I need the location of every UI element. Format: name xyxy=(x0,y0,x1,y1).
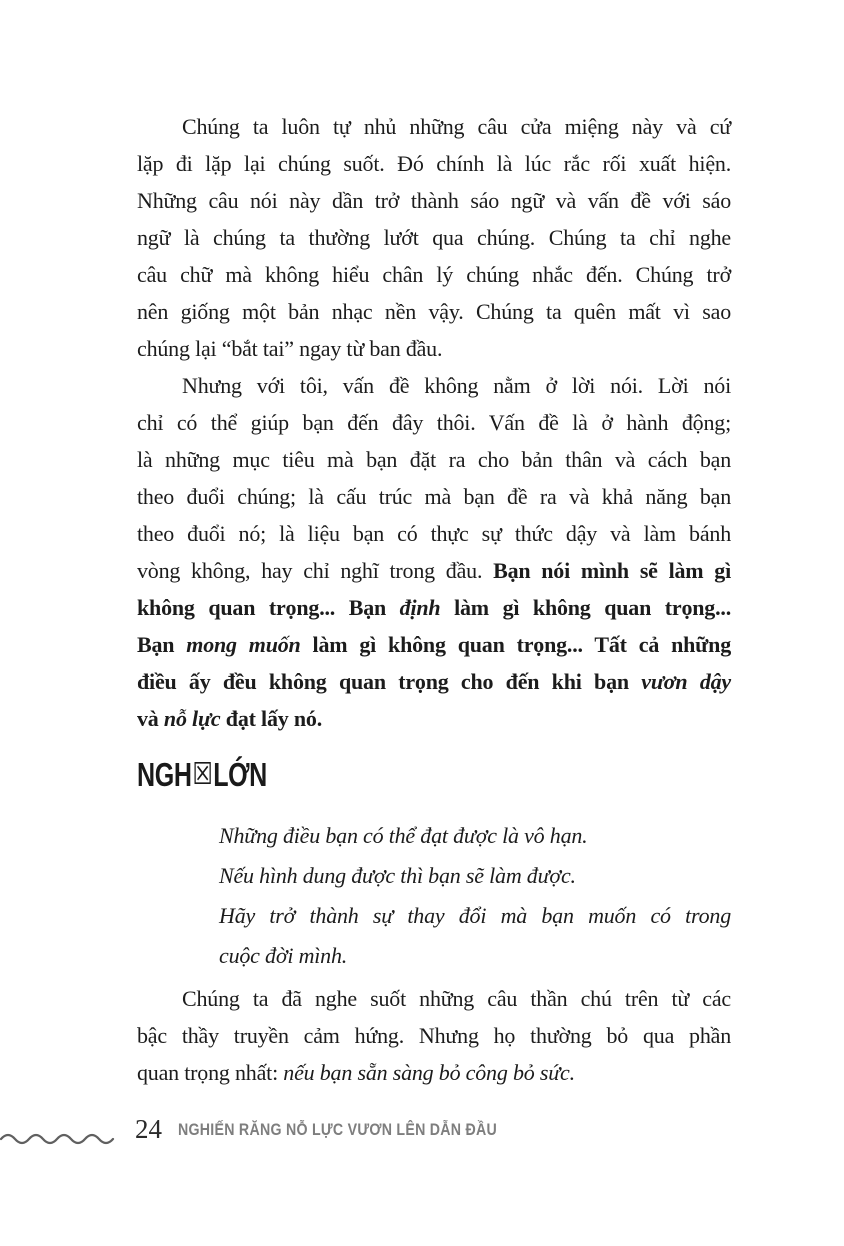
text-segment: không quan trọng... Bạn xyxy=(137,595,400,620)
paragraph xyxy=(137,980,731,1091)
text-line xyxy=(219,896,731,936)
text-segment: vươn dậy xyxy=(641,669,731,694)
text-line xyxy=(219,816,731,856)
text-content xyxy=(137,108,731,1091)
text-segment: là những mục tiêu mà bạn đặt ra cho bản thân và cách bạn xyxy=(137,447,731,472)
text-segment: theo đuổi chúng; là cấu trúc mà bạn đề ra và khả năng bạn xyxy=(137,484,731,509)
text-segment: mong muốn xyxy=(186,632,301,657)
text-line xyxy=(219,936,731,976)
text-segment: Những điều bạn có thể đạt được là vô hạn. xyxy=(219,823,588,848)
text-segment: lặp đi lặp lại chúng suốt. Đó chính là lúc rắc rối xuất hiện. xyxy=(137,151,731,176)
text-segment: chúng lại “bắt tai” ngay từ ban đầu. xyxy=(137,336,443,361)
text-segment: làm gì không quan trọng... Tất cả những xyxy=(300,632,731,657)
text-line xyxy=(137,626,731,663)
text-segment: Chúng ta đã nghe suốt những câu thần chú trên từ các xyxy=(182,986,731,1011)
text-segment: theo đuổi nó; là liệu bạn có thực sự thức dậy và làm bánh xyxy=(137,521,731,546)
text-segment: điều ấy đều không quan trọng cho đến khi bạn xyxy=(137,669,642,694)
text-line xyxy=(137,367,731,404)
paragraph xyxy=(137,108,731,367)
quote-block xyxy=(219,816,731,976)
text-line xyxy=(137,589,731,626)
text-segment: cuộc đời mình. xyxy=(219,943,348,968)
text-line xyxy=(137,256,731,293)
text-segment: chỉ có thể giúp bạn đến đây thôi. Vấn đề là ở hành động; xyxy=(137,410,731,435)
text-segment: Bạn xyxy=(137,632,187,657)
text-segment: nếu bạn sẵn sàng bỏ công bỏ sức. xyxy=(283,1060,575,1085)
text-line xyxy=(137,404,731,441)
text-segment: đạt lấy nó. xyxy=(220,706,323,731)
text-line xyxy=(137,145,731,182)
text-line xyxy=(137,663,731,700)
text-line xyxy=(137,108,731,145)
section-heading xyxy=(137,757,731,793)
text-segment: vòng không, hay chỉ nghĩ trong đầu. xyxy=(137,558,494,583)
text-line xyxy=(137,700,731,737)
text-line xyxy=(137,330,731,367)
text-line xyxy=(137,478,731,515)
running-footer-title: NGHIẾN RĂNG NỖ LỰC VƯƠN LÊN DẪN ĐẦU xyxy=(178,1121,498,1139)
text-line xyxy=(219,856,731,896)
text-segment: ngữ là chúng ta thường lướt qua chúng. Chúng ta chỉ nghe xyxy=(137,225,731,250)
text-segment: Nếu hình dung được thì bạn sẽ làm được. xyxy=(219,863,576,888)
text-segment: Hãy trở thành sự thay đổi mà bạn muốn có trong xyxy=(219,903,731,928)
page-footer xyxy=(0,1112,844,1156)
text-line xyxy=(137,552,731,589)
text-segment: quan trọng nhất: xyxy=(137,1060,284,1085)
wavy-line-decoration xyxy=(0,1128,120,1146)
text-segment: Bạn nói mình sẽ làm gì xyxy=(493,558,731,583)
heading-text-suffix: LỚN xyxy=(213,756,267,793)
text-line xyxy=(137,515,731,552)
text-line xyxy=(137,1054,731,1091)
text-line xyxy=(137,441,731,478)
page-number: 24 xyxy=(135,1114,162,1144)
text-segment: Chúng ta luôn tự nhủ những câu cửa miệng này và cứ xyxy=(182,114,731,139)
text-segment: bậc thầy truyền cảm hứng. Nhưng họ thường bỏ qua phần xyxy=(137,1023,731,1048)
text-line xyxy=(137,980,731,1017)
heading-text-prefix: NGH xyxy=(137,756,192,793)
text-segment: và xyxy=(137,706,164,731)
text-line xyxy=(137,219,731,256)
text-segment: nỗ lực xyxy=(163,706,221,731)
text-segment: làm gì không quan trọng... xyxy=(440,595,731,620)
text-line xyxy=(137,182,731,219)
missing-glyph-box: ☒ xyxy=(192,757,213,792)
text-segment: định xyxy=(399,595,441,620)
text-segment: nên giống một bản nhạc nền vậy. Chúng ta quên mất vì sao xyxy=(137,299,731,324)
text-segment: Nhưng với tôi, vấn đề không nằm ở lời nói. Lời nói xyxy=(182,373,731,398)
text-line xyxy=(137,1017,731,1054)
paragraph xyxy=(137,367,731,737)
text-line xyxy=(137,293,731,330)
text-segment: Những câu nói này dần trở thành sáo ngữ và vấn đề với sáo xyxy=(137,188,731,213)
text-segment: câu chữ mà không hiểu chân lý chúng nhắc đến. Chúng trở xyxy=(137,262,731,287)
